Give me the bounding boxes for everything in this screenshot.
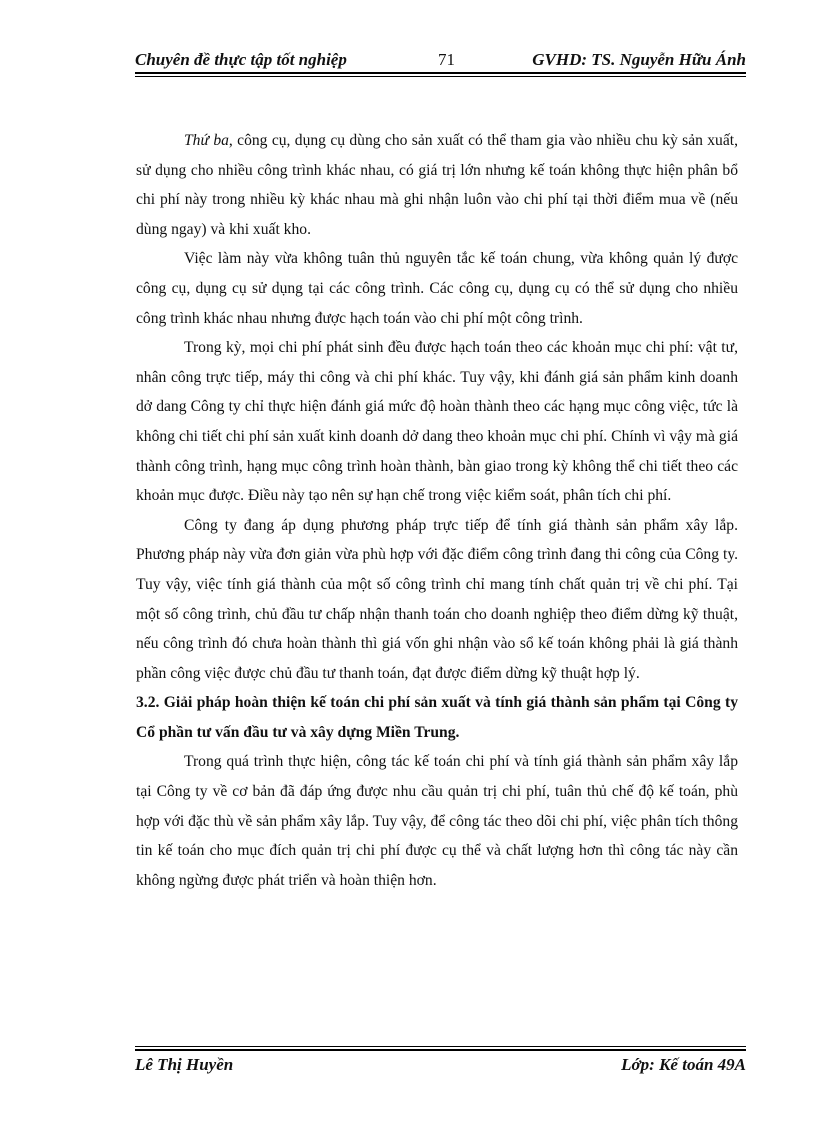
paragraph-4: Công ty đang áp dụng phương pháp trực tiếp để tính giá thành sản phẩm xây lắp. Phương pháp này vừa đơn giản vừa phù hợp với đặc điểm công trình đang thi công của Công ty. Tuy vậy, việc tính giá thành của một số công trình chỉ mang tính chất quản trị về chi phí. Tại một số công trình, chủ đầu tư chấp nhận thanh toán cho doanh nghiệp theo điểm dừng kỹ thuật, nếu công trình đó chưa hoàn thành thì giá vốn ghi nhận vào sổ kế toán không phải là giá thành phần công việc được chủ đầu tư thanh toán, đạt được điểm dừng kỹ thuật hợp lý. (136, 516, 738, 682)
section-heading: 3.2. Giải pháp hoàn thiện kế toán chi phí sản xuất và tính giá thành sản phẩm tại Công ty Cổ phần tư vấn đầu tư và xây dựng Miền Trung. (136, 694, 738, 741)
paragraph-5: Trong quá trình thực hiện, công tác kế toán chi phí và tính giá thành sản phẩm xây lắp tại Công ty về cơ bản đã đáp ứng được nhu cầu quản trị chi phí, tuân thủ chế độ kế toán, phù hợp với đặc thù về sản phẩm xây lắp. Tuy vậy, để công tác theo dõi chi phí, việc phân tích thông tin kế toán cho mục đích quản trị chi phí được cụ thể và chất lượng hơn thì công tác này cần không ngừng được phát triển và hoàn thiện hơn. (136, 753, 738, 889)
paragraph-1-lead: Thứ ba (184, 132, 229, 149)
header-rule-thin (135, 76, 746, 77)
page-number: 71 (438, 50, 455, 69)
footer-author: Lê Thị Huyền (135, 1055, 234, 1074)
paragraph-2: Việc làm này vừa không tuân thủ nguyên tắc kế toán chung, vừa không quản lý được công cụ, dụng cụ sử dụng tại các công trình. Các công cụ, dụng cụ có thể sử dụng cho nhiều công trình khác nhau nhưng được hạch toán vào chi phí một công trình. (136, 250, 738, 327)
paragraph-1 (136, 126, 738, 244)
page-body (136, 126, 738, 895)
header-supervisor: GVHD: TS. Nguyễn Hữu Ánh (532, 50, 746, 69)
paragraph-1-text: , công cụ, dụng cụ dùng cho sản xuất có thể tham gia vào nhiều chu kỳ sản xuất, sử dụng cho nhiều công trình khác nhau, có giá trị lớn nhưng kế toán không thực hiện phân bổ chi phí này trong nhiều kỳ khác nhau mà ghi nhận luôn vào chi phí tại thời điểm mua về (nếu dùng ngay) và khi xuất kho. (136, 132, 739, 238)
paragraph-3: Trong kỳ, mọi chi phí phát sinh đều được hạch toán theo các khoản mục chi phí: vật tư, nhân công trực tiếp, máy thi công và chi phí khác. Tuy vậy, khi đánh giá sản phẩm kinh doanh dở dang Công ty chỉ thực hiện đánh giá mức độ hoàn thành theo các hạng mục công việc, tức là không chi tiết chi phí sản xuất kinh doanh dở dang theo khoản mục chi phí. Chính vì vậy mà giá thành công trình, hạng mục công trình hoàn thành, bàn giao trong kỳ không thể chi tiết theo các khoản mục được. Điều này tạo nên sự hạn chế trong việc kiểm soát, phân tích chi phí. (136, 339, 738, 505)
footer-rule-thick (135, 1049, 746, 1051)
footer-rule-thin (135, 1046, 746, 1047)
page-header (135, 46, 746, 72)
header-rule-thick (135, 72, 746, 74)
header-report-title: Chuyên đề thực tập tốt nghiệp (135, 50, 347, 69)
footer-class: Lớp: Kế toán 49A (621, 1055, 746, 1074)
page-footer (135, 1055, 746, 1079)
